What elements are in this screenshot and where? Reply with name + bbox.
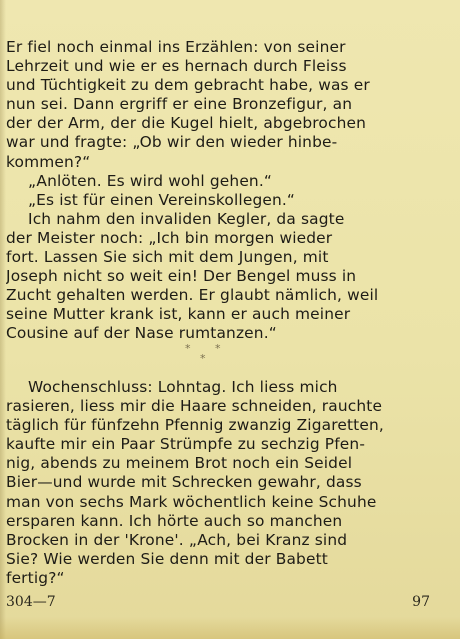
text-line: war und fragte: „Ob wir den wieder hinbe- [6, 133, 338, 152]
text-line: Brocken in der 'Krone'. „Ach, bei Kranz sind [6, 530, 348, 549]
text-line: Bier—und wurde mit Schrecken gewahr, dass [6, 473, 362, 492]
text-line: „Anlöten. Es wird wohl gehen.“ [28, 171, 273, 190]
text-line: seine Mutter krank ist, kann er auch meiner [6, 305, 351, 324]
asterisk: * [200, 352, 206, 365]
printer-signature: 304—7 [6, 594, 56, 610]
text-line: Ich nahm den invaliden Kegler, da sagte [28, 209, 345, 228]
text-line: Er fiel noch einmal ins Erzählen: von seiner [6, 38, 346, 56]
text-line: Zucht gehalten werden. Er glaubt nämlich, weil [6, 286, 379, 305]
asterisk: * [215, 342, 221, 355]
text-line: nun sei. Dann ergriff er eine Bronzefigur, an [6, 95, 353, 114]
text-line: kaufte mir ein Paar Strümpfe zu sechzig Pfen- [6, 435, 366, 454]
section-separator [185, 342, 225, 368]
text-line: der der Arm, der die Kugel hielt, abgebrochen [6, 114, 367, 133]
text-line: rasieren, liess mir die Haare schneiden, rauchte [6, 397, 383, 416]
page-bottom-shading [0, 617, 460, 639]
text-line: und Tüchtigkeit zu dem gebracht habe, was er [6, 76, 370, 95]
paragraph-2 [6, 378, 442, 588]
text-line: „Es ist für einen Vereinskollegen.“ [28, 190, 296, 209]
text-line: nig, abends zu meinem Brot noch ein Seidel [6, 454, 353, 473]
text-line: täglich für fünfzehn Pfennig zwanzig Zigaretten, [6, 416, 384, 435]
text-line: ersparen kann. Ich hörte auch so manchen [6, 511, 343, 530]
text-line: Lehrzeit und wie er es hernach durch Fleiss [6, 57, 347, 76]
text-line: kommen?“ [6, 152, 91, 171]
text-line: Wochenschluss: Lohntag. Ich liess mich [28, 378, 338, 396]
paragraph-1 [6, 38, 442, 344]
page-number: 97 [412, 594, 430, 610]
text-line: fort. Lassen Sie sich mit dem Jungen, mit [6, 248, 329, 267]
text-line: der Meister noch: „Ich bin morgen wieder [6, 228, 333, 247]
text-line: fertig?“ [6, 568, 65, 587]
text-line: man von sechs Mark wöchentlich keine Schuhe [6, 492, 377, 511]
text-line: Joseph nicht so weit ein! Der Bengel muss in [6, 267, 357, 286]
asterisk: * [185, 342, 191, 355]
text-line: Cousine auf der Nase rumtanzen.“ [6, 324, 277, 343]
text-line: Sie? Wie werden Sie denn mit der Babett [6, 549, 328, 568]
